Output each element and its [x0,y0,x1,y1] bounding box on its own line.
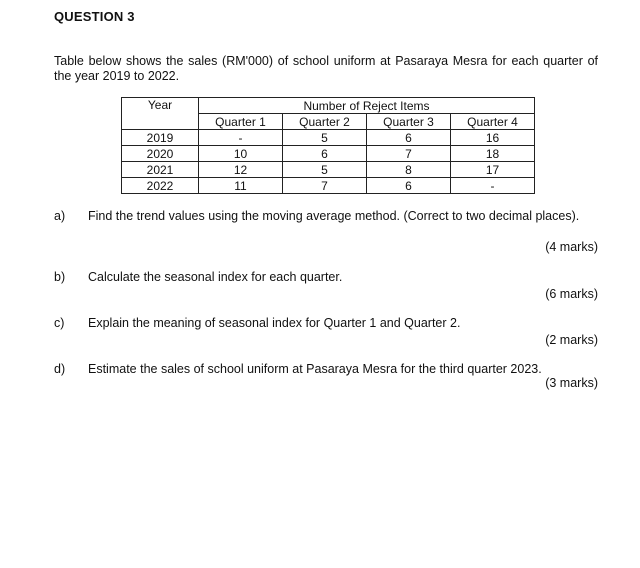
value-cell: 8 [367,162,451,178]
value-cell: 12 [199,162,283,178]
question-intro: Table below shows the sales (RM'000) of school uniform at Pasaraya Mesra for each quarter of the year 2019 to 2022. [54,54,598,83]
value-cell: 11 [199,178,283,194]
value-cell: 16 [451,130,535,146]
question-text: Find the trend values using the moving average method. (Correct to two decimal places). [88,209,580,223]
value-cell: 10 [199,146,283,162]
question-letter: d) [54,362,66,376]
value-cell: 7 [283,178,367,194]
value-cell: - [199,130,283,146]
question-letter: c) [54,316,65,330]
question-title: QUESTION 3 [54,9,135,24]
question-text: Estimate the sales of school uniform at Pasaraya Mesra for the third quarter 2023. [88,362,542,376]
question-text: Calculate the seasonal index for each quarter. [88,270,343,284]
value-cell: 5 [283,162,367,178]
value-cell: 6 [367,178,451,194]
year-header: Year [122,98,199,130]
quarter-header: Quarter 3 [367,114,451,130]
year-cell: 2022 [122,178,199,194]
year-cell: 2019 [122,130,199,146]
question-a [54,209,598,259]
year-cell: 2021 [122,162,199,178]
value-cell: 18 [451,146,535,162]
table-row [122,130,535,146]
year-cell: 2020 [122,146,199,162]
value-cell: 6 [367,130,451,146]
question-marks: (4 marks) [545,240,598,254]
value-cell: - [451,178,535,194]
question-c [54,316,598,351]
question-text: Explain the meaning of seasonal index for Quarter 1 and Quarter 2. [88,316,461,330]
question-marks: (6 marks) [545,287,598,301]
group-header: Number of Reject Items [199,98,535,114]
quarter-header: Quarter 1 [199,114,283,130]
quarter-header: Quarter 4 [451,114,535,130]
table-row [122,146,535,162]
value-cell: 7 [367,146,451,162]
question-letter: b) [54,270,66,284]
quarter-header: Quarter 2 [283,114,367,130]
question-b [54,270,598,305]
table-row [122,162,535,178]
question-marks: (3 marks) [545,376,598,390]
table-row [122,178,535,194]
value-cell: 17 [451,162,535,178]
sales-table [121,97,535,194]
question-letter: a) [54,209,66,223]
question-marks: (2 marks) [545,333,598,347]
table-header-row [122,98,535,114]
value-cell: 5 [283,130,367,146]
question-d [54,362,598,397]
value-cell: 6 [283,146,367,162]
